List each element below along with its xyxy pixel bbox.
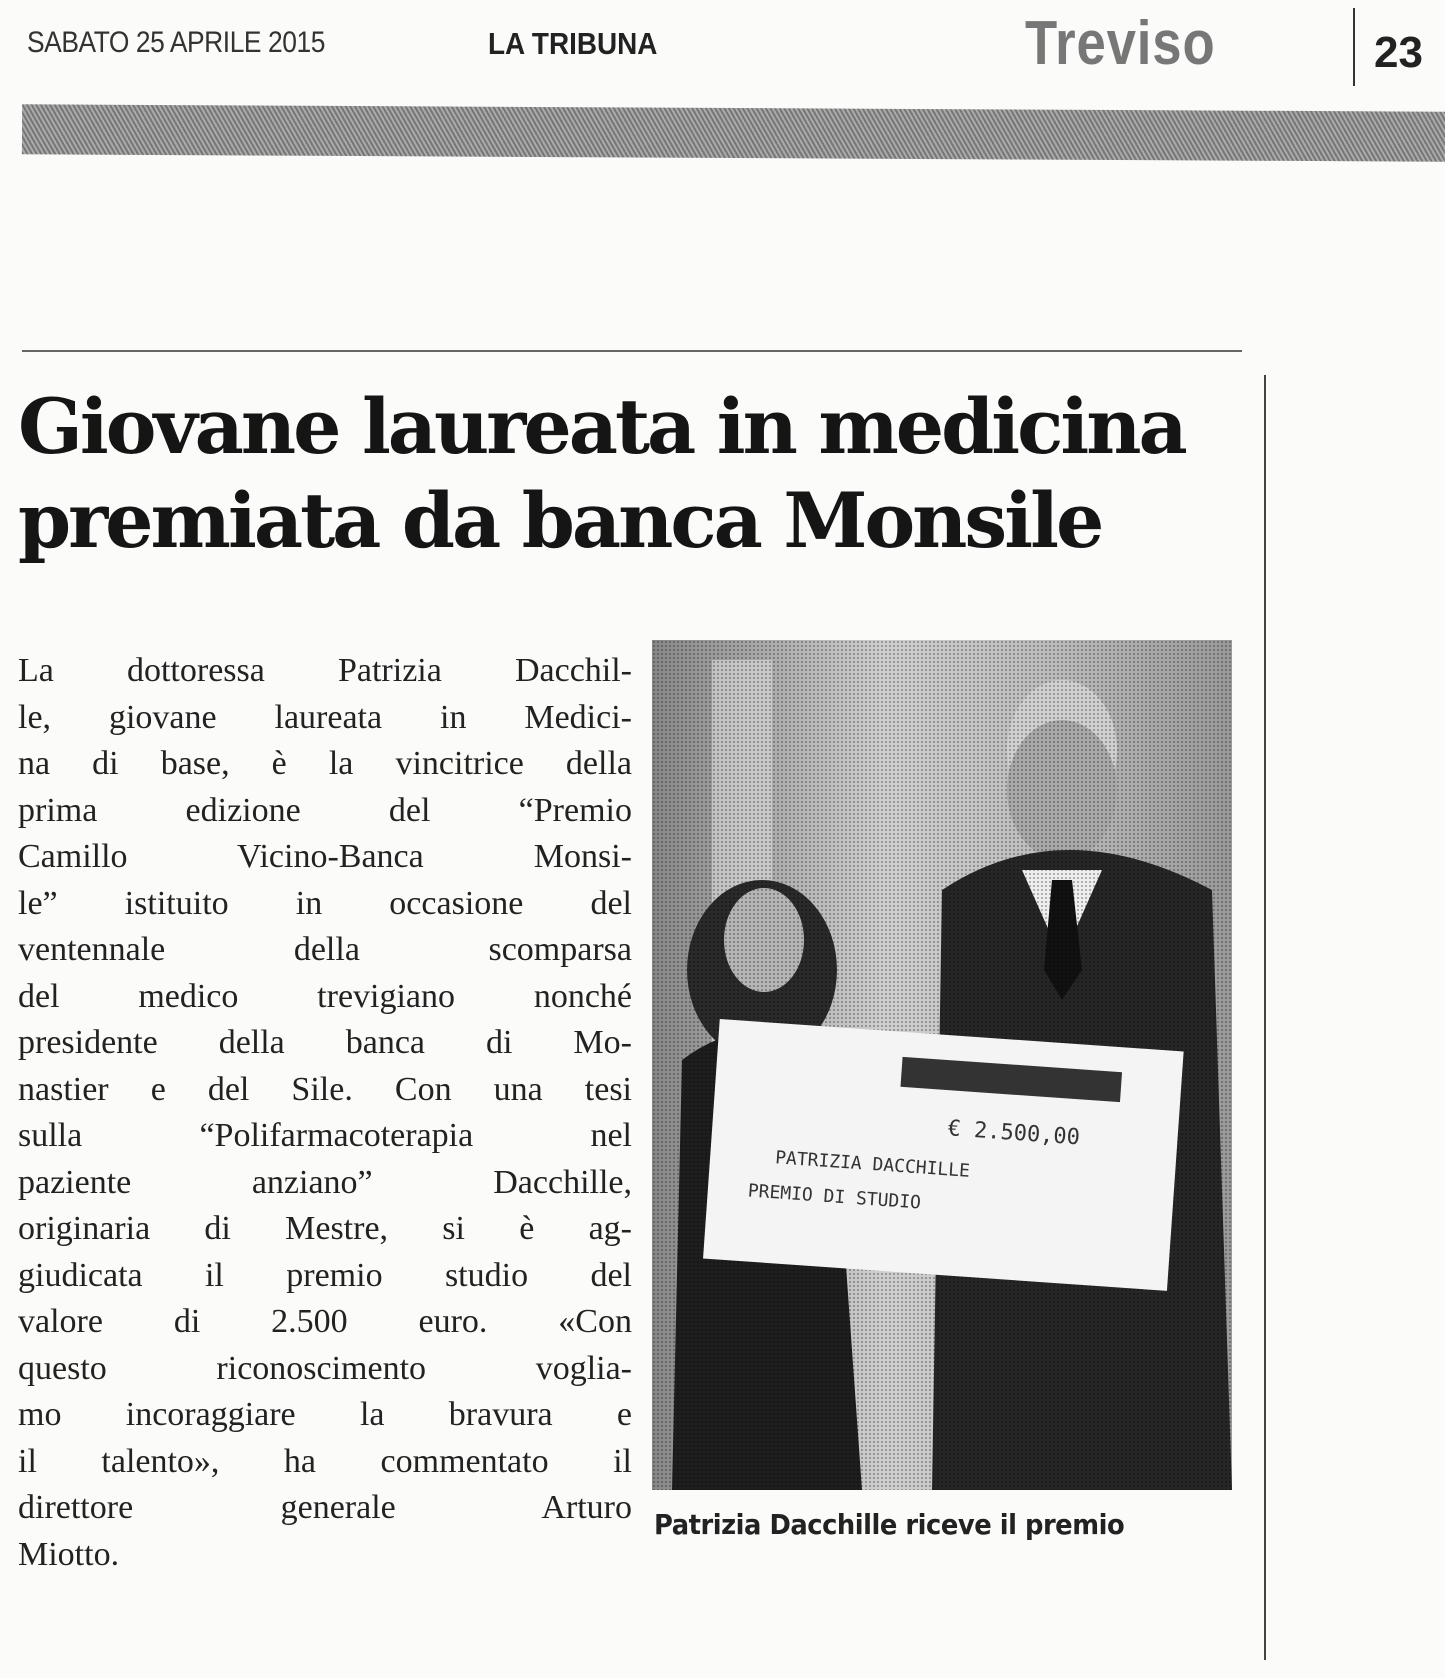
body-line: mo incoraggiare la bravura e: [18, 1396, 632, 1433]
photo-caption: Patrizia Dacchille riceve il premio: [654, 1508, 1125, 1541]
headline-line: Giovane laureata in medicina: [18, 382, 1185, 471]
body-line: del medico trevigiano nonché: [18, 977, 632, 1015]
section-title: Treviso: [1025, 9, 1216, 78]
article-top-rule: [22, 350, 1242, 352]
cheque-purpose: PREMIO DI STUDIO: [747, 1180, 922, 1214]
body-line: Miotto.: [18, 1535, 120, 1573]
body-line: Camillo Vicino-Banca Monsi-: [18, 838, 632, 875]
body-line: le” istituito in occasione del: [18, 884, 632, 922]
column-rule: [1264, 375, 1266, 1660]
body-line: questo riconoscimento voglia-: [18, 1349, 632, 1387]
cheque-name: PATRIZIA DACCHILLE: [774, 1147, 971, 1182]
header-divider: [1353, 8, 1355, 86]
cheque: [703, 1019, 1184, 1291]
page-number: 23: [1374, 28, 1423, 77]
body-line: giudicata il premio studio del: [18, 1256, 632, 1294]
body-line: La dottoressa Patrizia Dacchil-: [18, 652, 632, 689]
body-line: le, giovane laureata in Medici-: [18, 698, 632, 736]
body-line: originaria di Mestre, si è ag-: [18, 1210, 632, 1247]
body-line: presidente della banca di Mo-: [18, 1024, 632, 1061]
body-line: prima edizione del “Premio: [18, 791, 632, 829]
article-photo: [652, 640, 1232, 1490]
header-band: [22, 104, 1445, 161]
body-line: ventennale della scomparsa: [18, 931, 632, 968]
issue-date: SABATO 25 APRILE 2015: [27, 26, 325, 59]
body-line: nastier e del Sile. Con una tesi: [18, 1070, 632, 1108]
cheque-amount: € 2.500,00: [946, 1116, 1081, 1151]
body-line: valore di 2.500 euro. «Con: [18, 1303, 632, 1340]
body-line: paziente anziano” Dacchille,: [18, 1163, 632, 1201]
headline: [18, 380, 1258, 568]
body-line: direttore generale Arturo: [18, 1489, 632, 1526]
body-line: il talento», ha commentato il: [18, 1442, 632, 1480]
headline-line: premiata da banca Monsile: [18, 476, 1102, 565]
article-body: [18, 648, 632, 1578]
body-line: na di base, è la vincitrice della: [18, 745, 632, 782]
body-line: sulla “Polifarmacoterapia nel: [18, 1117, 632, 1154]
newspaper-name: LA TRIBUNA: [488, 26, 658, 61]
